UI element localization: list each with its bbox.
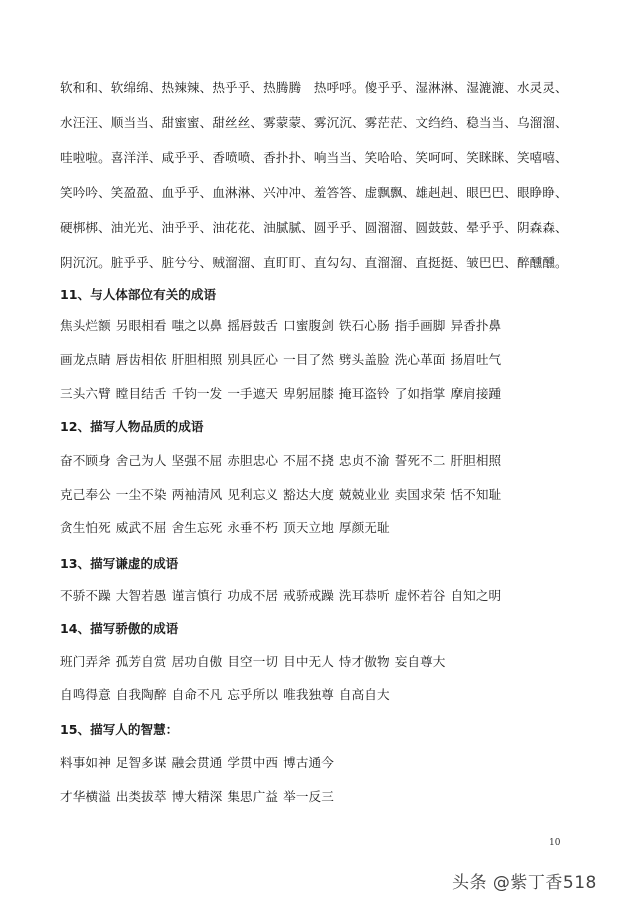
idiom: 一目了然 bbox=[283, 352, 334, 367]
idiom: 自高自大 bbox=[338, 687, 390, 702]
intro-line: 阴沉沉。脏乎乎、脏兮兮、贼溜溜、直盯盯、直勾勾、直溜溜、直挺挺、皱巴巴、醉醺醺。 bbox=[60, 255, 568, 270]
idiom: 嗤之以鼻 bbox=[171, 318, 223, 333]
idiom: 誓死不二 bbox=[394, 453, 446, 468]
idiom: 永垂不朽 bbox=[227, 520, 279, 535]
section-heading: 15、描写人的智慧： bbox=[60, 722, 179, 737]
idiom: 奋不顾身 bbox=[60, 453, 111, 468]
idiom: 自知之明 bbox=[450, 588, 502, 603]
idiom-row bbox=[60, 317, 506, 335]
section-heading: 14、描写骄傲的成语 bbox=[60, 621, 179, 636]
idiom-row bbox=[60, 788, 339, 806]
idiom: 厚颜无耻 bbox=[338, 520, 390, 535]
idiom-row bbox=[60, 653, 450, 671]
idiom: 扬眉吐气 bbox=[450, 352, 502, 367]
idiom: 忠贞不渝 bbox=[338, 453, 390, 468]
idiom: 三头六臂 bbox=[60, 386, 111, 401]
idiom: 坚强不屈 bbox=[171, 453, 223, 468]
idiom: 舍己为人 bbox=[115, 453, 167, 468]
idiom: 赤胆忠心 bbox=[227, 453, 279, 468]
idiom: 别具匠心 bbox=[227, 352, 279, 367]
idiom: 料事如神 bbox=[60, 755, 111, 770]
idiom: 指手画脚 bbox=[394, 318, 446, 333]
idiom: 足智多谋 bbox=[115, 755, 167, 770]
idiom: 克己奉公 bbox=[60, 487, 111, 502]
idiom-row bbox=[60, 486, 506, 504]
idiom-row bbox=[60, 452, 506, 470]
idiom-row bbox=[60, 686, 395, 704]
idiom-row bbox=[60, 519, 395, 537]
idiom: 恃才傲物 bbox=[338, 654, 390, 669]
idiom-row bbox=[60, 754, 339, 772]
idiom: 忘乎所以 bbox=[227, 687, 279, 702]
idiom: 焦头烂额 bbox=[60, 318, 111, 333]
idiom: 自鸣得意 bbox=[60, 687, 111, 702]
idiom: 恬不知耻 bbox=[450, 487, 502, 502]
idiom: 一手遮天 bbox=[227, 386, 279, 401]
idiom: 另眼相看 bbox=[115, 318, 167, 333]
idiom: 舍生忘死 bbox=[171, 520, 223, 535]
idiom: 目中无人 bbox=[283, 654, 334, 669]
idiom: 班门弄斧 bbox=[60, 654, 111, 669]
idiom: 顶天立地 bbox=[283, 520, 334, 535]
idiom: 豁达大度 bbox=[283, 487, 334, 502]
idiom: 掩耳盗铃 bbox=[338, 386, 390, 401]
idiom: 口蜜腹剑 bbox=[283, 318, 334, 333]
idiom: 孤芳自赏 bbox=[115, 654, 167, 669]
intro-line: 软和和、软绵绵、热辣辣、热乎乎、热腾腾 热呼呼。傻乎乎、湿淋淋、湿漉漉、水灵灵、 bbox=[60, 80, 568, 95]
idiom: 唇齿相依 bbox=[115, 352, 167, 367]
idiom: 铁石心肠 bbox=[338, 318, 390, 333]
idiom: 融会贯通 bbox=[171, 755, 223, 770]
idiom: 劈头盖脸 bbox=[338, 352, 390, 367]
idiom: 异香扑鼻 bbox=[450, 318, 502, 333]
idiom: 卖国求荣 bbox=[394, 487, 446, 502]
idiom: 戒骄戒躁 bbox=[283, 588, 334, 603]
idiom: 居功自傲 bbox=[171, 654, 223, 669]
idiom: 唯我独尊 bbox=[283, 687, 334, 702]
idiom-row bbox=[60, 587, 506, 605]
idiom: 举一反三 bbox=[283, 789, 334, 804]
idiom: 兢兢业业 bbox=[338, 487, 390, 502]
idiom: 肝胆相照 bbox=[171, 352, 223, 367]
idiom: 两袖清风 bbox=[171, 487, 223, 502]
idiom: 洗耳恭听 bbox=[338, 588, 390, 603]
idiom: 不屈不挠 bbox=[283, 453, 334, 468]
idiom: 见利忘义 bbox=[227, 487, 279, 502]
idiom: 不骄不躁 bbox=[60, 588, 111, 603]
idiom: 摇唇鼓舌 bbox=[227, 318, 279, 333]
idiom: 集思广益 bbox=[227, 789, 279, 804]
idiom: 虚怀若谷 bbox=[394, 588, 446, 603]
idiom: 学贯中西 bbox=[227, 755, 279, 770]
intro-line: 硬梆梆、油光光、油乎乎、油花花、油腻腻、圆乎乎、圆溜溜、圆鼓鼓、晕乎乎、阴森森、 bbox=[60, 220, 568, 235]
intro-line: 哇啦啦。喜洋洋、咸乎乎、香喷喷、香扑扑、响当当、笑哈哈、笑呵呵、笑眯眯、笑嘻嘻、 bbox=[60, 150, 568, 165]
idiom: 千钧一发 bbox=[171, 386, 223, 401]
idiom: 谨言慎行 bbox=[171, 588, 223, 603]
idiom: 肝胆相照 bbox=[450, 453, 502, 468]
idiom: 摩肩接踵 bbox=[450, 386, 502, 401]
watermark: 头条 @紫丁香518 bbox=[452, 873, 597, 893]
intro-line: 水汪汪、顺当当、甜蜜蜜、甜丝丝、雾蒙蒙、雾沉沉、雾茫茫、文绉绉、稳当当、乌溜溜、 bbox=[60, 115, 568, 130]
idiom: 大智若愚 bbox=[115, 588, 167, 603]
page-number: 10 bbox=[549, 838, 561, 848]
idiom: 博古通今 bbox=[283, 755, 334, 770]
idiom: 威武不屈 bbox=[115, 520, 167, 535]
idiom: 自命不凡 bbox=[171, 687, 223, 702]
idiom: 目空一切 bbox=[227, 654, 279, 669]
idiom-row bbox=[60, 385, 506, 403]
idiom: 了如指掌 bbox=[394, 386, 446, 401]
intro-line: 笑吟吟、笑盈盈、血乎乎、血淋淋、兴冲冲、羞答答、虚飘飘、雄赳赳、眼巴巴、眼睁睁、 bbox=[60, 185, 568, 200]
idiom: 一尘不染 bbox=[115, 487, 167, 502]
section-heading: 11、与人体部位有关的成语 bbox=[60, 287, 217, 302]
idiom: 贪生怕死 bbox=[60, 520, 111, 535]
idiom: 画龙点睛 bbox=[60, 352, 111, 367]
idiom: 自我陶醉 bbox=[115, 687, 167, 702]
section-heading: 13、描写谦虚的成语 bbox=[60, 556, 179, 571]
idiom: 洗心革面 bbox=[394, 352, 446, 367]
idiom: 才华横溢 bbox=[60, 789, 111, 804]
section-heading: 12、描写人物品质的成语 bbox=[60, 419, 204, 434]
idiom: 瞠目结舌 bbox=[115, 386, 167, 401]
idiom-row bbox=[60, 351, 506, 369]
idiom: 妄自尊大 bbox=[394, 654, 446, 669]
idiom: 功成不居 bbox=[227, 588, 279, 603]
idiom: 出类拔萃 bbox=[115, 789, 167, 804]
idiom: 博大精深 bbox=[171, 789, 223, 804]
idiom: 卑躬屈膝 bbox=[283, 386, 334, 401]
